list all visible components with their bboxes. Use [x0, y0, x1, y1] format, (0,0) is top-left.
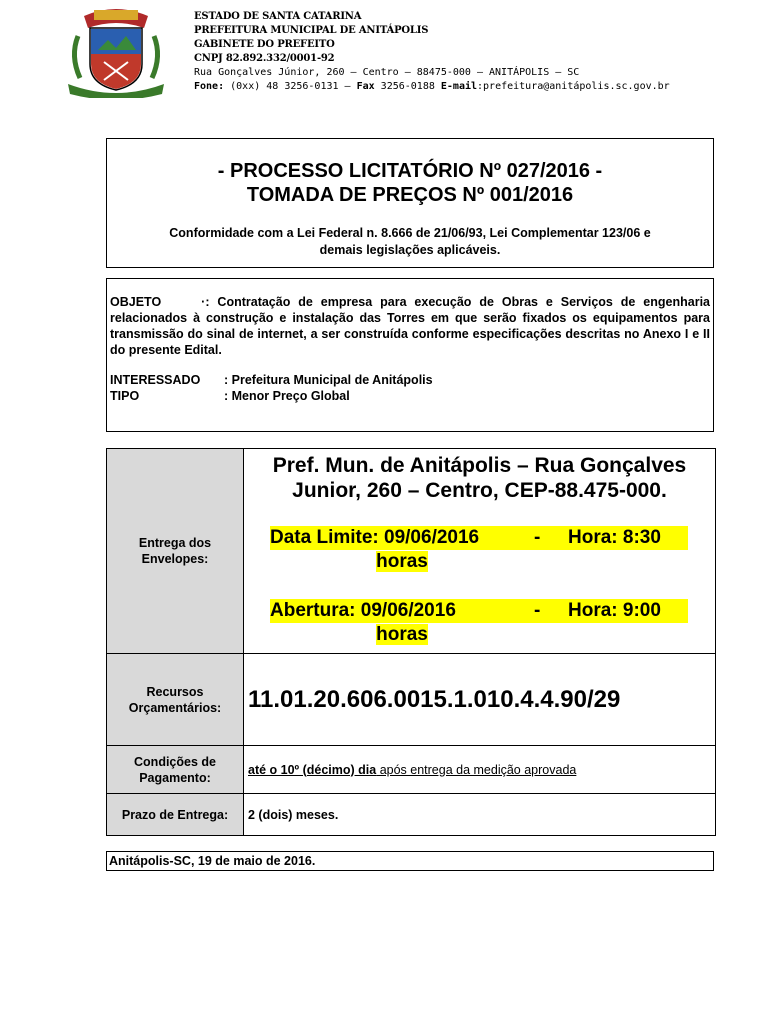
contact-line: Fone: (0xx) 48 3256-0131 – Fax 3256-0188 E-mail:prefeitura@anitápolis.sc.gov.br [194, 81, 670, 92]
object-box [106, 278, 714, 432]
prazo-label: Prazo de Entrega: [107, 794, 244, 836]
entrega-label: Entrega dos Envelopes: [107, 449, 244, 654]
process-title [107, 159, 713, 207]
interessado-row [110, 372, 710, 388]
entrega-address-line-2: Junior, 260 – Centro, CEP-88.475-000. [292, 479, 667, 502]
address: Rua Gonçalves Júnior, 260 – Centro – 88475-000 – ANITÁPOLIS – SC [194, 67, 580, 78]
state-name: ESTADO DE SANTA CATARINA [194, 11, 362, 22]
phone-number: (0xx) 48 3256-0131 [230, 81, 339, 92]
data-limite-unit: horas [376, 551, 428, 572]
fax-number: 3256-0188 [380, 81, 435, 92]
abertura-separator: - [534, 599, 568, 623]
tipo-label: TIPO [110, 389, 140, 403]
abertura-hour: Hora: 9:00 [568, 599, 688, 623]
tipo-row [110, 388, 710, 404]
interessado-label: INTERESSADO [110, 373, 201, 387]
legal-conformity [107, 225, 713, 259]
recursos-label: Recursos Orçamentários: [107, 654, 244, 746]
abertura [270, 599, 711, 647]
conformity-line-1: Conformidade com a Lei Federal n. 8.666 de 21/06/93, Lei Complementar 123/06 e [169, 226, 651, 240]
cnpj: CNPJ 82.892.332/0001-92 [194, 53, 335, 64]
municipal-crest-icon [64, 6, 168, 98]
place-date: Anitápolis-SC, 19 de maio de 2016. [106, 851, 714, 871]
condicoes-label: Condições de Pagamento: [107, 746, 244, 794]
interessado-value: : Prefeitura Municipal de Anitápolis [224, 373, 433, 387]
data-limite-separator: - [534, 526, 568, 550]
details-table [106, 448, 716, 836]
municipality-name: PREFEITURA MUNICIPAL DE ANITÁPOLIS [194, 25, 429, 36]
condicoes-deadline: até o 10º (décimo) dia [248, 762, 377, 777]
conformity-line-2: demais legislações aplicáveis. [319, 243, 501, 257]
data-limite [270, 526, 711, 574]
condicoes-value [244, 746, 716, 794]
tender-number: TOMADA DE PREÇOS Nº 001/2016 [246, 184, 574, 206]
letterhead [64, 6, 744, 100]
recursos-row [107, 654, 716, 746]
objeto-label: OBJETO [110, 295, 162, 309]
condicoes-rest: após entrega da medição aprovada [376, 762, 577, 777]
entrega-value [244, 449, 716, 654]
prazo-row [107, 794, 716, 836]
abertura-unit: horas [376, 624, 428, 645]
tipo-value: : Menor Preço Global [224, 389, 350, 403]
condicoes-row [107, 746, 716, 794]
title-box [106, 138, 714, 268]
data-limite-date: Data Limite: 09/06/2016 [270, 526, 534, 550]
entrega-row [107, 449, 716, 654]
objeto-paragraph [110, 294, 710, 358]
prazo-value: 2 (dois) meses. [244, 794, 716, 836]
phone-label: Fone: [194, 81, 225, 92]
objeto-text: ·: Contratação de empresa para execução de Obras e Serviços de engenharia relacionados à construção e instalação das Torres em que serão fixados os equipamentos para transmissão do sinal de internet, a ser construída conforme especificações descritas no Anexo I e II do presente Edital. [110, 295, 710, 357]
office-name: GABINETE DO PREFEITO [194, 39, 335, 50]
abertura-date: Abertura: 09/06/2016 [270, 599, 534, 623]
email-address: :prefeitura@anitápolis.sc.gov.br [477, 81, 670, 92]
fax-label: Fax [356, 81, 375, 92]
data-limite-hour: Hora: 8:30 [568, 526, 688, 550]
email-label: E-mail [440, 81, 478, 92]
letterhead-text [194, 10, 670, 94]
entrega-address-line-1: Pref. Mun. de Anitápolis – Rua Gonçalves [272, 454, 687, 477]
recursos-value: 11.01.20.606.0015.1.010.4.4.90/29 [244, 654, 716, 746]
process-number: - PROCESSO LICITATÓRIO Nº 027/2016 - [217, 160, 603, 182]
entrega-address [248, 453, 711, 503]
